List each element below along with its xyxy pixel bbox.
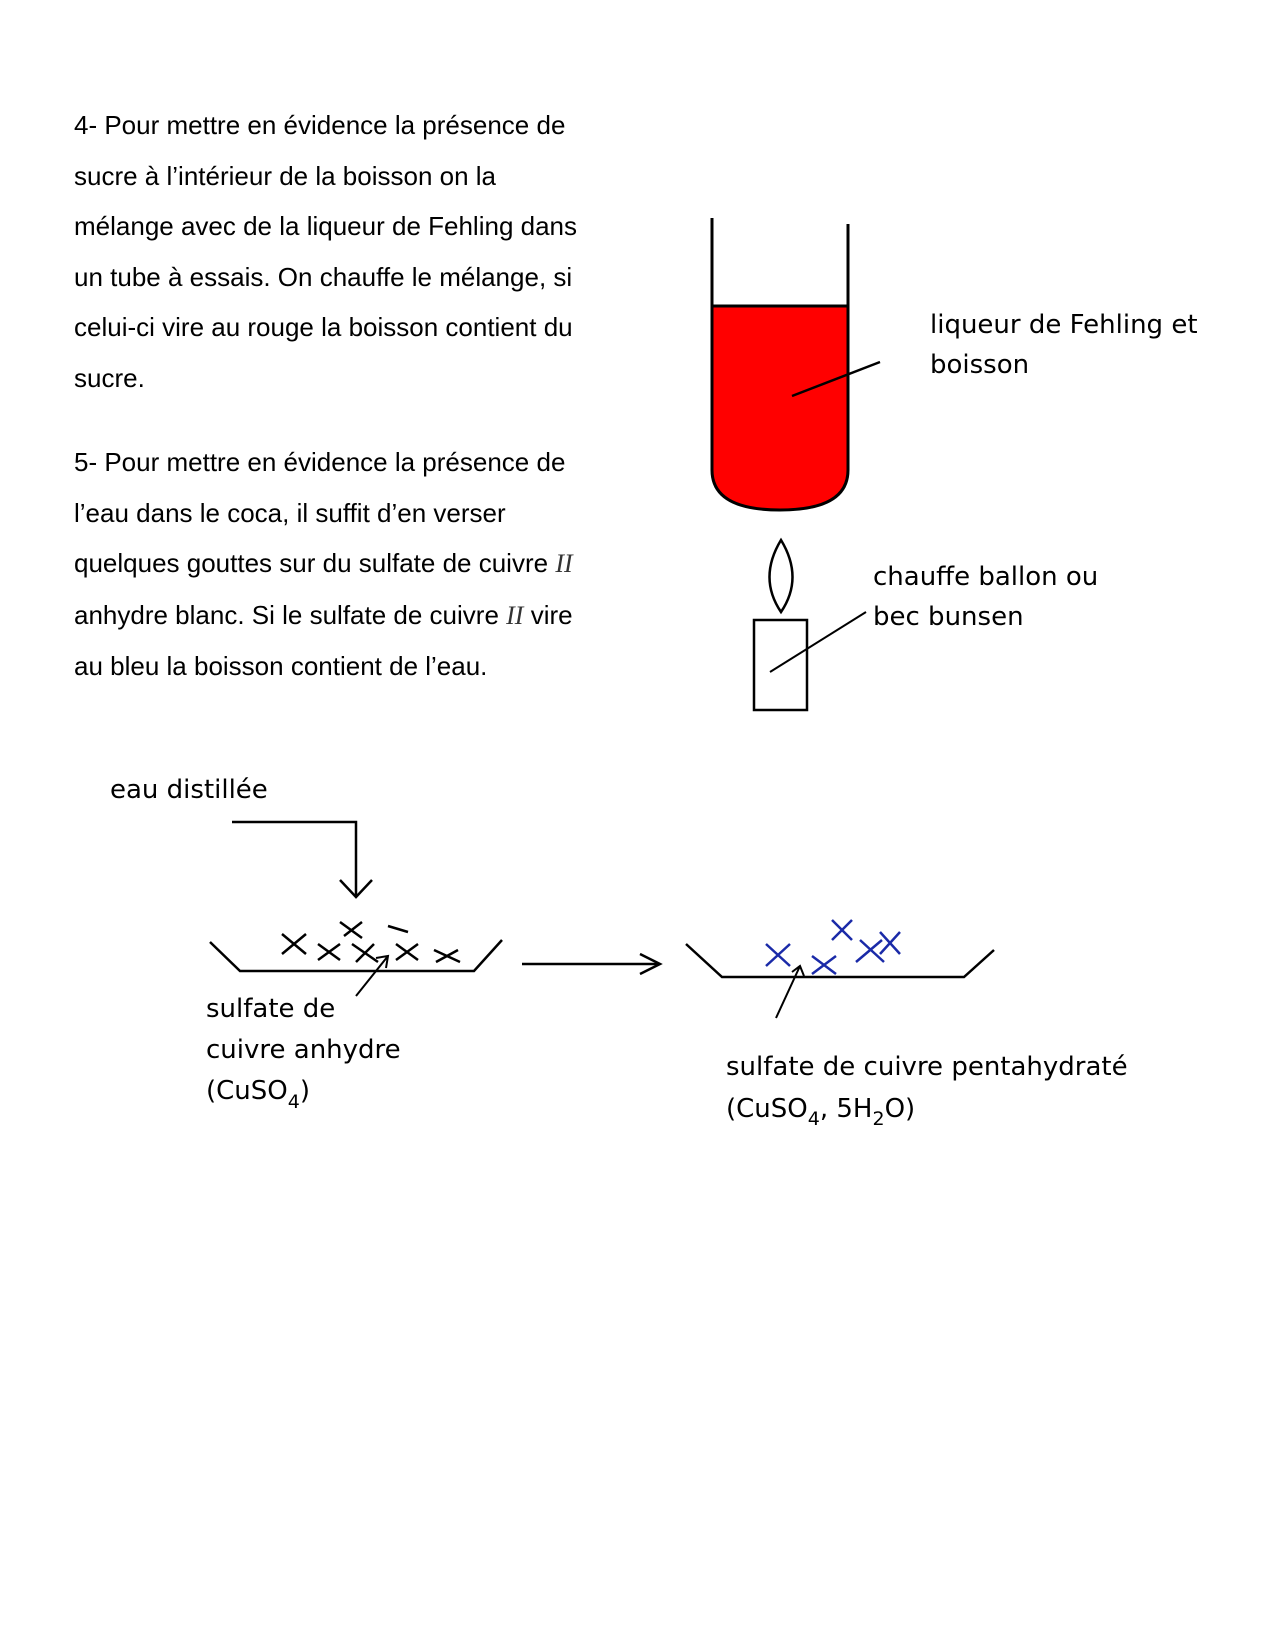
paragraph-line: l’eau dans le coca, il suffit d’en verser xyxy=(74,497,506,528)
water-label: eau distillée xyxy=(110,775,268,805)
right-label-line1: sulfate de cuivre pentahydraté xyxy=(726,1052,1128,1082)
formula-subscript: 2 xyxy=(872,1108,885,1130)
formula-subscript: 4 xyxy=(287,1091,300,1113)
paragraph-line: celui-ci vire au rouge la boisson contient du xyxy=(74,312,573,342)
right-dish xyxy=(686,944,994,977)
tube-label-line1: liqueur de Fehling et xyxy=(930,310,1198,340)
left-formula xyxy=(206,1076,310,1113)
left-label-line1: sulfate de xyxy=(206,994,336,1024)
right-label-pointer xyxy=(776,966,804,1018)
formula-part: ) xyxy=(905,1094,916,1124)
burner-label-line1: chauffe ballon ou xyxy=(873,562,1099,592)
left-label-pointer xyxy=(356,956,388,996)
pentahydrate-crystals xyxy=(766,920,900,974)
right-formula xyxy=(726,1094,915,1130)
burner-label-line2: bec bunsen xyxy=(873,602,1024,632)
water-arrow xyxy=(232,822,356,896)
paragraph-line: 4- Pour mettre en évidence la présence de xyxy=(74,110,566,140)
formula-subscript: 4 xyxy=(807,1108,820,1130)
paragraph-line: mélange avec de la liqueur de Fehling dans xyxy=(74,211,578,241)
paragraph-line: sucre à l’intérieur de la boisson on la xyxy=(74,160,497,191)
roman-numeral: II xyxy=(506,600,524,630)
formula-part: (CuSO xyxy=(726,1094,808,1124)
left-dish xyxy=(210,940,502,971)
formula-part: (CuSO xyxy=(206,1076,288,1106)
anhydrous-crystals xyxy=(282,922,460,962)
paragraph-line: un tube à essais. On chauffe le mélange, si xyxy=(74,261,573,292)
tube-label-line2: boisson xyxy=(930,350,1030,380)
roman-numeral: II xyxy=(555,549,573,578)
formula-part: , 5H xyxy=(819,1094,873,1124)
line-text: vire xyxy=(523,599,573,630)
paragraph-line: au bleu la boisson contient de l’eau. xyxy=(74,651,488,681)
paragraph-line: 5- Pour mettre en évidence la présence de xyxy=(74,447,566,477)
line-text: quelques gouttes sur du sulfate de cuivre xyxy=(74,548,556,578)
formula-part: O xyxy=(884,1094,906,1124)
formula-part: ) xyxy=(299,1076,310,1106)
line-text: anhydre blanc. Si le sulfate de cuivre xyxy=(74,599,507,630)
paragraph-line: sucre. xyxy=(74,362,145,393)
left-label-line2: cuivre anhydre xyxy=(206,1035,401,1065)
